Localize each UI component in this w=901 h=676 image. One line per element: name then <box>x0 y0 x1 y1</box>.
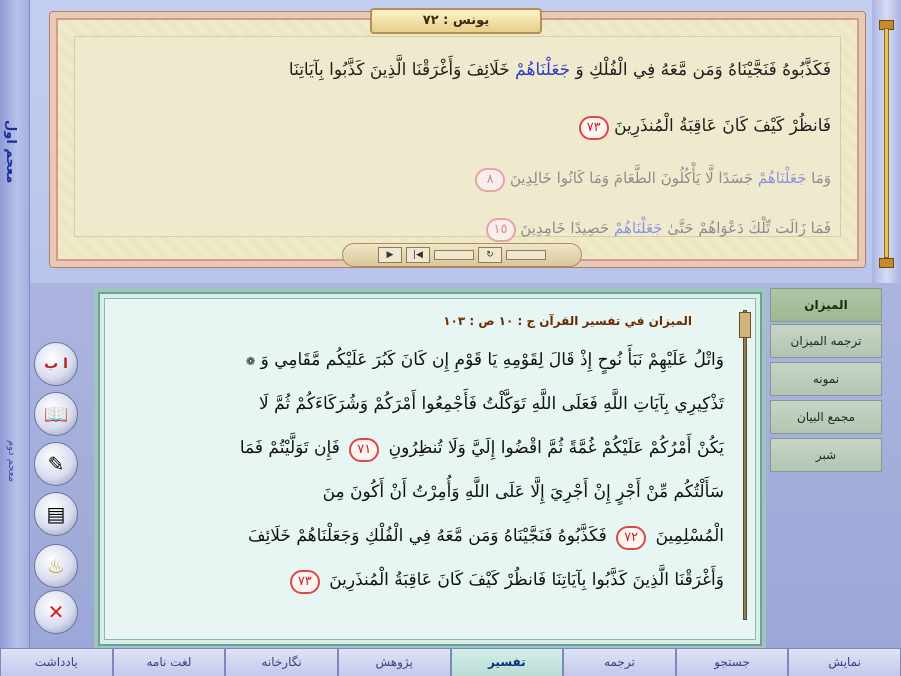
tab-majma-albayan[interactable]: مجمع البيان <box>770 400 882 434</box>
verse-line-1[interactable] <box>289 60 831 80</box>
playback-controls <box>342 243 582 267</box>
verse-line-2[interactable] <box>573 116 831 140</box>
tab-almizan[interactable]: الميزان <box>770 288 882 322</box>
book-icon[interactable]: 📖 <box>34 392 78 436</box>
tab-almizan-translation[interactable]: ترجمه الميزان <box>770 324 882 358</box>
quran-frame <box>50 12 865 267</box>
previous-icon[interactable]: |◀ <box>406 247 430 263</box>
abjad-icon[interactable]: ا ب <box>34 342 78 386</box>
second-dictionary-label[interactable]: معجم دوم <box>6 440 17 482</box>
verse-text: وَمَا <box>811 169 831 187</box>
play-icon[interactable]: ▶ <box>378 247 402 263</box>
highlighted-word: جَعَلْنَاهُمْ <box>757 169 807 187</box>
tab-research[interactable]: پژوهش <box>338 648 451 676</box>
repeat-icon[interactable]: ↻ <box>478 247 502 263</box>
tab-shobbar[interactable]: شبر <box>770 438 882 472</box>
tool-sidebar <box>30 318 84 648</box>
highlighted-word: جَعَلْنَاهُمْ <box>614 219 663 237</box>
tafsir-line: يَكُنْ أَمْرُكُمْ عَلَيْكُمْ غُمَّةً ثُمَّ اقْضُوا إِلَيَّ وَلَا تُنظِرُونِ ٧١ فَإِن تَوَلَّيْتُمْ فَمَا <box>240 438 724 462</box>
tafsir-line: الْمُسْلِمِينَ ٧٢ فَكَذَّبُوهُ فَنَجَّيْنَاهُ وَمَن مَّعَهُ فِي الْفُلْكِ وَجَعَلْنَاهُمْ خَلَائِفَ <box>248 526 724 550</box>
edit-icon[interactable]: ✎ <box>34 442 78 486</box>
tafsir-scrollbar[interactable] <box>738 300 752 640</box>
tab-gallery[interactable]: نگارخانه <box>225 648 338 676</box>
tafsir-line: وَاتْلُ عَلَيْهِمْ نَبَأَ نُوحٍ إِذْ قَالَ لِقَوْمِهِ يَا قَوْمِ إِن كَانَ كَبُرَ عَلَيْكُم مَّقَامِي وَ ❁ <box>245 350 724 370</box>
bullet-icon: ❁ <box>245 355 256 368</box>
verse-number-badge: ٨ <box>475 168 505 192</box>
verse-number-badge: ٧٣ <box>579 116 609 140</box>
verse-line-3[interactable] <box>469 168 831 192</box>
verse-number-badge: ١٥ <box>486 218 516 242</box>
quran-scrollbar[interactable] <box>872 0 901 283</box>
speed-slider[interactable] <box>506 250 546 260</box>
candle-icon[interactable]: ♨ <box>34 544 78 588</box>
verse-text: جَسَدًا لَّا يَأْكُلُونَ الطَّعَامَ وَمَا كَانُوا خَالِدِينَ <box>509 169 754 187</box>
tafsir-panel <box>94 288 766 650</box>
tab-display[interactable]: نمايش <box>788 648 901 676</box>
quran-panel <box>30 0 872 283</box>
highlighted-word: جَعَلْنَاهُمْ <box>515 60 571 80</box>
verse-number-badge: ٧١ <box>349 438 379 462</box>
bottom-tab-bar <box>0 648 901 676</box>
scroll-track[interactable] <box>884 28 889 258</box>
tab-translation[interactable]: ترجمه <box>563 648 676 676</box>
tab-tafsir[interactable]: تفسير <box>451 648 564 676</box>
left-side-strip <box>0 0 30 650</box>
surah-title: يونس : ٧٢ <box>370 8 542 34</box>
verse-number-badge: ٧٢ <box>616 526 646 550</box>
tafsir-line: وَأَغْرَقْنَا الَّذِينَ كَذَّبُوا بِآيَاتِنَا فَانظُرْ كَيْفَ كَانَ عَاقِبَةُ الْمُنذَرِينَ ٧٣ <box>286 570 724 594</box>
tab-dictionary[interactable]: لغت نامه <box>113 648 226 676</box>
scroll-thumb[interactable] <box>739 312 751 338</box>
close-icon[interactable]: ✕ <box>34 590 78 634</box>
first-dictionary-label[interactable]: معجم اول <box>3 120 18 184</box>
scroll-track[interactable] <box>743 310 747 620</box>
tab-search[interactable]: جستجو <box>676 648 789 676</box>
verse-text: فَكَذَّبُوهُ فَنَجَّيْنَاهُ وَمَن مَّعَهُ فِي الْفُلْكِ وَ <box>575 60 831 80</box>
tab-nemooneh[interactable]: نمونه <box>770 362 882 396</box>
verse-text: حَصِيدًا خَامِدِينَ <box>520 219 610 237</box>
verse-text: فَمَا زَالَت تِّلْكَ دَعْوَاهُمْ حَتَّىٰ <box>667 219 831 237</box>
tafsir-line: سَأَلْتُكُم مِّنْ أَجْرٍ إِنْ أَجْرِيَ إِلَّا عَلَى اللَّهِ وَأُمِرْتُ أَنْ أَكُونَ مِنَ <box>322 482 724 502</box>
tafsir-header: الميزان في تفسير القرآن ج : ١٠ ص : ١٠٣ <box>443 314 692 328</box>
volume-slider[interactable] <box>434 250 474 260</box>
verse-text: فَانظُرْ كَيْفَ كَانَ عَاقِبَةُ الْمُنذَرِينَ <box>614 116 831 136</box>
tafsir-line: تَذْكِيرِي بِآيَاتِ اللَّهِ فَعَلَى اللَّهِ تَوَكَّلْتُ فَأَجْمِعُوا أَمْرَكُمْ وَشُرَكَاءَكُمْ ثُمَّ لَا <box>259 394 724 414</box>
print-icon[interactable]: ▤ <box>34 492 78 536</box>
tafsir-source-tabs <box>766 288 884 488</box>
verse-text: خَلَائِفَ وَأَغْرَقْنَا الَّذِينَ كَذَّبُوا بِآيَاتِنَا <box>288 60 510 80</box>
verse-number-badge: ٧٣ <box>290 570 320 594</box>
scroll-down-icon[interactable] <box>879 258 894 268</box>
verse-line-4[interactable] <box>480 218 832 242</box>
tab-notes[interactable]: يادداشت <box>0 648 113 676</box>
